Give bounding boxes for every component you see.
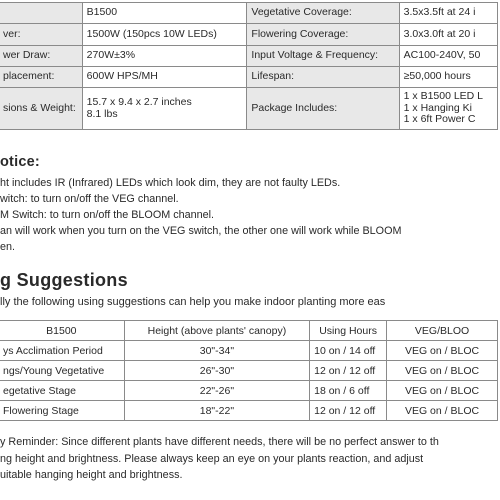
notice-body [0,175,500,255]
usage-height: 22"-26" [124,381,309,401]
spec-label: Flowering Coverage: [247,24,399,46]
spec-value [82,88,247,130]
spec-row [0,67,498,88]
usage-stage: egetative Stage [0,381,124,401]
usage-channels: VEG on / BLOC [387,361,498,381]
usage-header-row [0,321,498,341]
spec-label: ver: [0,24,82,46]
spec-label: placement: [0,67,82,88]
usage-hours: 12 on / 12 off [310,401,387,421]
spec-value: 600W HPS/MH [82,67,247,88]
spec-value [399,88,497,130]
spec-table [0,2,498,130]
notice-line: an will work when you turn on the VEG switch, the other one will work while BLOOM [0,225,402,237]
usage-channels: VEG on / BLOC [387,401,498,421]
spec-value: B1500 [82,3,247,24]
spec-value-line: 1 x 6ft Power C [403,113,476,126]
spec-row [0,3,498,24]
usage-row [0,381,498,401]
reminder-line: uitable hanging height and brightness. [0,469,183,481]
spec-row [0,24,498,46]
usage-channels: VEG on / BLOC [387,341,498,361]
notice-line: ht includes IR (Infrared) LEDs which look dim, they are not faulty LEDs. [0,177,341,189]
notice-line: en. [0,241,16,253]
suggestions-intro: lly the following using suggestions can help you make indoor planting more eas [0,296,386,308]
usage-row [0,341,498,361]
spec-label: Input Voltage & Frequency: [247,46,399,67]
spec-label: Package Includes: [247,88,399,130]
spec-value: 1500W (150pcs 10W LEDs) [82,24,247,46]
reminder-line: ng height and brightness. Please always keep an eye on your plants reaction, and adjust [0,452,424,465]
usage-hours: 12 on / 12 off [310,361,387,381]
spec-value: 3.0x3.0ft at 20 i [399,24,497,46]
notice-line: witch: to turn on/off the VEG channel. [0,193,179,205]
spec-label: wer Draw: [0,46,82,67]
usage-header: VEG/BLOO [387,321,498,341]
usage-hours: 10 on / 14 off [310,341,387,361]
usage-height: 30"-34" [124,341,309,361]
notice-line: M Switch: to turn on/off the BLOOM channel. [0,209,215,221]
usage-row [0,401,498,421]
reminder-text [0,434,500,484]
spec-value: 3.5x3.5ft at 24 i [399,3,497,24]
usage-stage: ngs/Young Vegetative [0,361,124,381]
reminder-line: y Reminder: Since different plants have different needs, there will be no perfect answer to th [0,436,439,448]
spec-value-line: 1 x B1500 LED L [403,89,484,102]
usage-stage: Flowering Stage [0,401,124,421]
spec-value: 270W±3% [82,46,247,67]
usage-height: 26"-30" [124,361,309,381]
spec-value-line: 15.7 x 9.4 x 2.7 inches [86,95,192,108]
spec-value-line: 8.1 lbs [86,107,118,120]
usage-row [0,361,498,381]
usage-header: Height (above plants' canopy) [124,321,309,341]
usage-header: B1500 [0,321,124,341]
usage-stage: ys Acclimation Period [0,341,124,361]
spec-label: Lifespan: [247,67,399,88]
spec-value: AC100-240V, 50 [399,46,497,67]
spec-label [0,3,82,24]
usage-channels: VEG on / BLOC [387,381,498,401]
spec-row [0,46,498,67]
usage-table [0,320,498,421]
spec-value-line: 1 x Hanging Ki [403,101,472,114]
notice-heading: otice: [0,154,40,170]
usage-header: Using Hours [310,321,387,341]
usage-height: 18"-22" [124,401,309,421]
spec-value: ≥50,000 hours [399,67,497,88]
suggestions-heading: g Suggestions [0,270,128,290]
usage-hours: 18 on / 6 off [310,381,387,401]
spec-label: Vegetative Coverage: [247,3,399,24]
spec-label: sions & Weight: [0,88,82,130]
spec-row [0,88,498,130]
